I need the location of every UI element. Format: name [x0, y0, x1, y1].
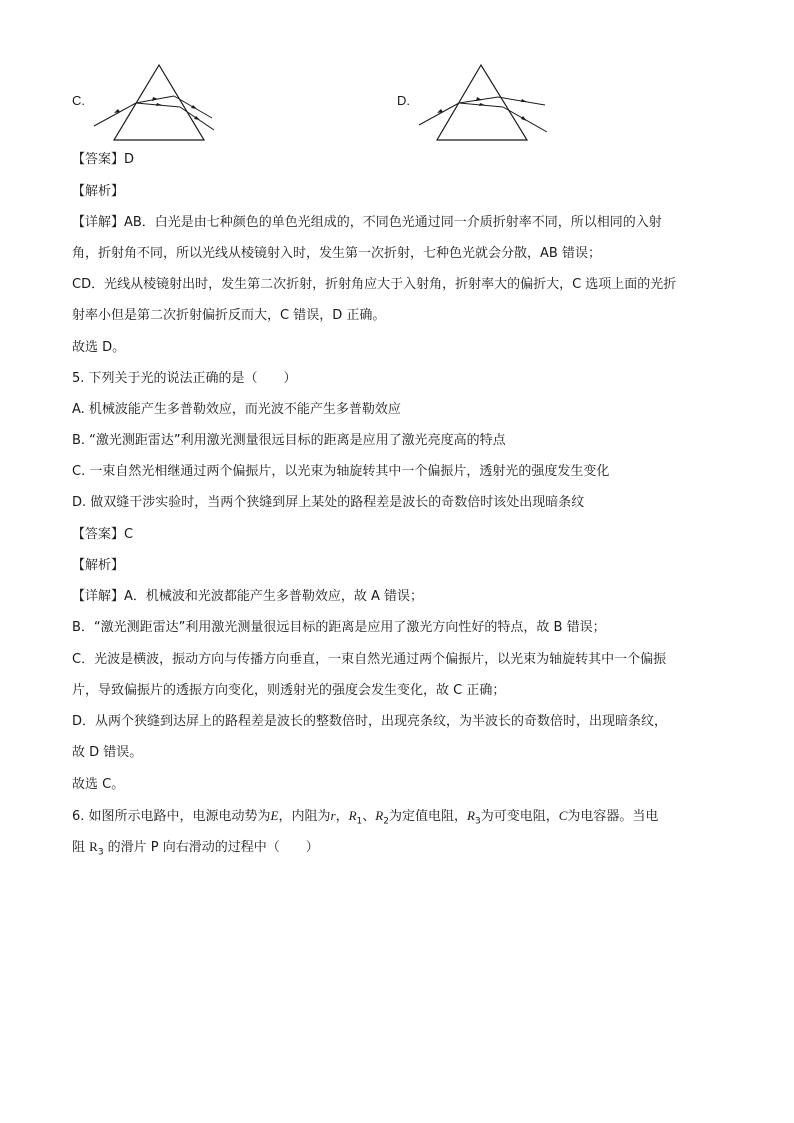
q4-conclusion: 故选 D。: [72, 340, 126, 355]
q5-detail-line-5: D．从两个狭缝到达屏上的路程差是波长的整数倍时，出现亮条纹，为半波长的奇数倍时，出现暗条纹，: [72, 714, 668, 729]
q6-text-segment: 、: [362, 809, 376, 824]
q5-option-c: C. 一束自然光相继通过两个偏振片，以光束为轴旋转其中一个偏振片，透射光的强度发生变化: [72, 464, 610, 479]
var-capacitor: C: [558, 808, 568, 823]
option-d-prism-diagram: [415, 60, 555, 146]
var-internal-resistance: r: [330, 808, 336, 823]
q5-analysis-label: 【解析】: [72, 558, 125, 573]
option-c-label: C.: [72, 93, 85, 108]
var-r1: R: [348, 808, 357, 823]
option-d-label: D.: [397, 93, 410, 108]
q6-text-segment: 为定值电阻，: [388, 809, 467, 824]
q4-detail-line-2: 角，折射角不同，所以光线从棱镜射入时，发生第一次折射，七种色光就会分散，AB 错误；: [72, 246, 601, 261]
q5-answer: 【答案】C: [72, 527, 134, 542]
q4-detail-line-4: 射率小但是第二次折射偏折反而大，C 错误，D 正确。: [72, 308, 386, 323]
subscript: 3: [474, 816, 481, 827]
q5-option-b: B. “激光测距雷达”利用激光测量很远目标的距离是应用了激光亮度高的特点: [72, 433, 506, 448]
var-emf: E: [270, 808, 279, 823]
q6-text-segment: 为电容器。当电: [567, 809, 659, 824]
q5-detail-line-4: 片，导致偏振片的透振方向变化，则透射光的强度会发生变化，故 C 正确；: [72, 683, 506, 698]
q5-conclusion: 故选 C。: [72, 777, 125, 792]
q5-detail-line-6: 故 D 错误。: [72, 745, 143, 760]
q5-detail-line-2: B．“激光测距雷达”利用激光测量很远目标的距离是应用了激光方向性好的特点，故 B 错误；: [72, 620, 606, 635]
q4-detail-line-3: CD．光线从棱镜射出时，发生第二次折射，折射角应大于入射角，折射率大的偏折大，C 选项上面的光折: [72, 277, 677, 292]
q6-text-segment: ，: [335, 809, 349, 824]
q6-text-segment: 为可变电阻，: [480, 809, 559, 824]
var-r3: R: [467, 808, 475, 823]
q4-answer: 【答案】D: [72, 152, 135, 167]
q6-text-segment: ，内阻为: [278, 809, 331, 824]
q4-analysis-label: 【解析】: [72, 184, 125, 199]
subscript: 2: [383, 816, 389, 827]
q5-detail-line-3: C．光波是横波，振动方向与传播方向垂直，一束自然光通过两个偏振片，以光束为轴旋转其中一个偏振: [72, 652, 667, 667]
q4-detail-line-1: 【详解】AB．白光是由七种颜色的单色光组成的，不同色光通过同一介质折射率不同，所以相同的入射: [72, 215, 662, 230]
var-r3-ref: R: [89, 839, 98, 854]
subscript: 3: [97, 847, 104, 858]
q5-option-d: D. 做双缝干涉实验时，当两个狭缝到屏上某处的路程差是波长的奇数倍时该处出现暗条纹: [72, 495, 585, 510]
q6-stem-line-1: [72, 806, 658, 832]
q5-option-a: A. 机械波能产生多普勒效应，而光波不能产生多普勒效应: [72, 402, 401, 417]
q5-detail-line-1: 【详解】A．机械波和光波都能产生多普勒效应，故 A 错误；: [72, 589, 424, 604]
q6-text-segment: 阻: [72, 840, 90, 855]
q5-stem: 5. 下列关于光的说法正确的是（ ）: [72, 371, 297, 386]
var-r2: R: [375, 808, 384, 823]
subscript: 1: [356, 816, 363, 827]
q6-stem-line-2: [72, 837, 319, 863]
q6-text-segment: 6. 如图所示电路中，电源电动势为: [72, 809, 271, 824]
q6-text-segment: 的滑片 P 向右滑动的过程中（ ）: [103, 840, 319, 855]
option-c-prism-diagram: [90, 60, 220, 146]
